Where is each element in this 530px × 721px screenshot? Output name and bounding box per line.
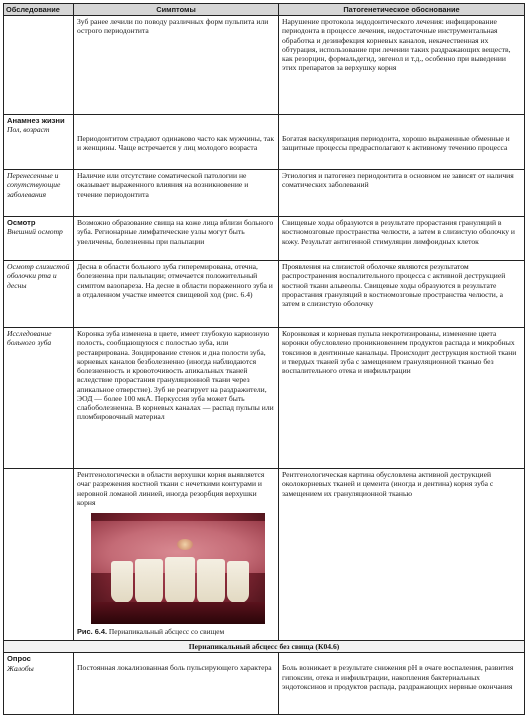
row-label-italic: Внешний осмотр [7, 227, 63, 237]
section-title: Периапикальный абсцесс без свища (К04.6) [4, 641, 525, 653]
table-row [4, 16, 525, 115]
row-label: Перенесенные и сопутствующие заболевания [4, 170, 74, 217]
row-rationale: Проявления на слизистой оболочке являются результатом распространения воспалительного процесса с активной деструкцией костной ткани альвеолы. Свищевые ходы образуются в результате прорастания грануляций в костномозговые пространства челюсти, а затем в слизистую оболочку [279, 261, 525, 328]
row-label [4, 115, 74, 170]
row-symptoms [74, 469, 279, 641]
row-symptoms: Постоянная локализованная боль пульсирующего характера [74, 653, 279, 715]
row-symptoms: Десна в области больного зуба гиперемирована, отечна, болезненна при пальпации; отмечается положительный симптом вазопареза. На десне в области пораженного зуба и в отдаленном участке имеется свищевой ход (рис. 6.4) [74, 261, 279, 328]
table-row [4, 115, 525, 170]
row-label-bold: Анамнез жизни [7, 116, 65, 125]
row-label-bold: Осмотр [7, 218, 36, 227]
table-row [4, 328, 525, 469]
row-label [4, 653, 74, 715]
row-rationale: Боль возникает в результате снижения pH в очаге воспаления, развития гипоксии, отека и инфильтрации, накопления бактериальных эндотоксинов и продуктов распада, раздражающих нервные окончания [279, 653, 525, 715]
xray-text: Рентгенологически в области верхушки корня выявляется очаг разрежения костной ткани с нечеткими контурами и неровной ломаной линией, иногда резорбция верхушки корня [77, 470, 265, 507]
row-rationale: Коронковая и корневая пульпа некротизированы, изменение цвета коронки обусловлено проникновением продуктов распада и микробных токсинов в дентинные канальцы. Происходит деструкция костной ткани и твердых тканей зуба с замещением грануляционной тканью без воспалительного отека и инфильтрации [279, 328, 525, 469]
section-row [4, 641, 525, 653]
table-row [4, 217, 525, 261]
row-symptoms: Коронка зуба изменена в цвете, имеет глубокую кариозную полость, сообщающуюся с полостью зуба, или реставрирована. Зондирование стенок и дна полости зуба, корневых каналов безболезненно (иногда наблюдаются болезненность и кровоточивость апикальных тканей вследствие прорастания грануляционной ткани через апикальное отверстие). Зуб не реагирует на раздражители, ЭОД — более 100 мкА. Перкуссия зуба может быть слабоболезненна. В корневых каналах — распад пульпы или пломбировочный материал [74, 328, 279, 469]
figure-caption: Рис. 6.4. Периапикальный абсцесс со свищем [77, 627, 225, 636]
row-label: Исследование больного зуба [4, 328, 74, 469]
examination-table [3, 3, 525, 715]
row-label [4, 469, 74, 641]
row-label: Осмотр слизистой оболочки рта и десны [4, 261, 74, 328]
row-rationale: Нарушение протокола эндодонтического лечения: инфицирование периодонта в процессе лечения, недостаточные инструментальная обработка и дезинфекция корневых каналов, некачественная их обтурация, использование при лечении таких раздражающих веществ, как резорцин, формальдегид, эвгенол и т.д., особенно при выведении этих препаратов за верхушку корня [279, 16, 525, 115]
table-row [4, 170, 525, 217]
table-row [4, 261, 525, 328]
row-symptoms: Периодонтитом страдают одинаково часто как мужчины, так и женщины. Чаще встречается у лиц молодого возраста [74, 115, 279, 170]
header-examination: Обследование [4, 4, 74, 16]
figure-photo-oral [91, 513, 265, 624]
table-row [4, 469, 525, 641]
row-symptoms: Зуб ранее лечили по поводу различных форм пульпита или острого периодонтита [74, 16, 279, 115]
row-label [4, 16, 74, 115]
row-label [4, 217, 74, 261]
fistula-lesion [177, 539, 193, 550]
document-page [3, 3, 524, 717]
header-rationale: Патогенетическое обоснование [279, 4, 525, 16]
row-rationale: Этиология и патогенез периодонтита в основном не зависят от наличия соматических заболеваний [279, 170, 525, 217]
row-rationale: Богатая васкуляризация периодонта, хорошо выраженные обменные и защитные процессы предрасполагают к активному течению процесса [279, 115, 525, 170]
row-label-italic: Жалобы [7, 663, 34, 673]
row-rationale: Рентгенологическая картина обусловлена активной деструкцией околокорневых тканей и цемента (иногда и дентина) корня зуба с замещением их грануляционной тканью [279, 469, 525, 641]
header-symptoms: Симптомы [74, 4, 279, 16]
row-symptoms: Наличие или отсутствие соматической патологии не оказывает выраженного влияния на возникновение и течение периодонтита [74, 170, 279, 217]
row-label-bold: Опрос [7, 654, 31, 664]
table-row [4, 653, 525, 715]
table-header-row [4, 4, 525, 16]
row-label-italic: Пол, возраст [7, 125, 50, 135]
row-symptoms: Возможно образование свища на коже лица вблизи больного зуба. Регионарные лимфатические узлы могут быть увеличены, болезненны при пальпации [74, 217, 279, 261]
row-rationale: Свищевые ходы образуются в результате прорастания грануляций в костномозговые пространства челюсти, а затем в слизистую оболочку и кожу. Результат антигенной стимуляции лимфоидных клеток [279, 217, 525, 261]
